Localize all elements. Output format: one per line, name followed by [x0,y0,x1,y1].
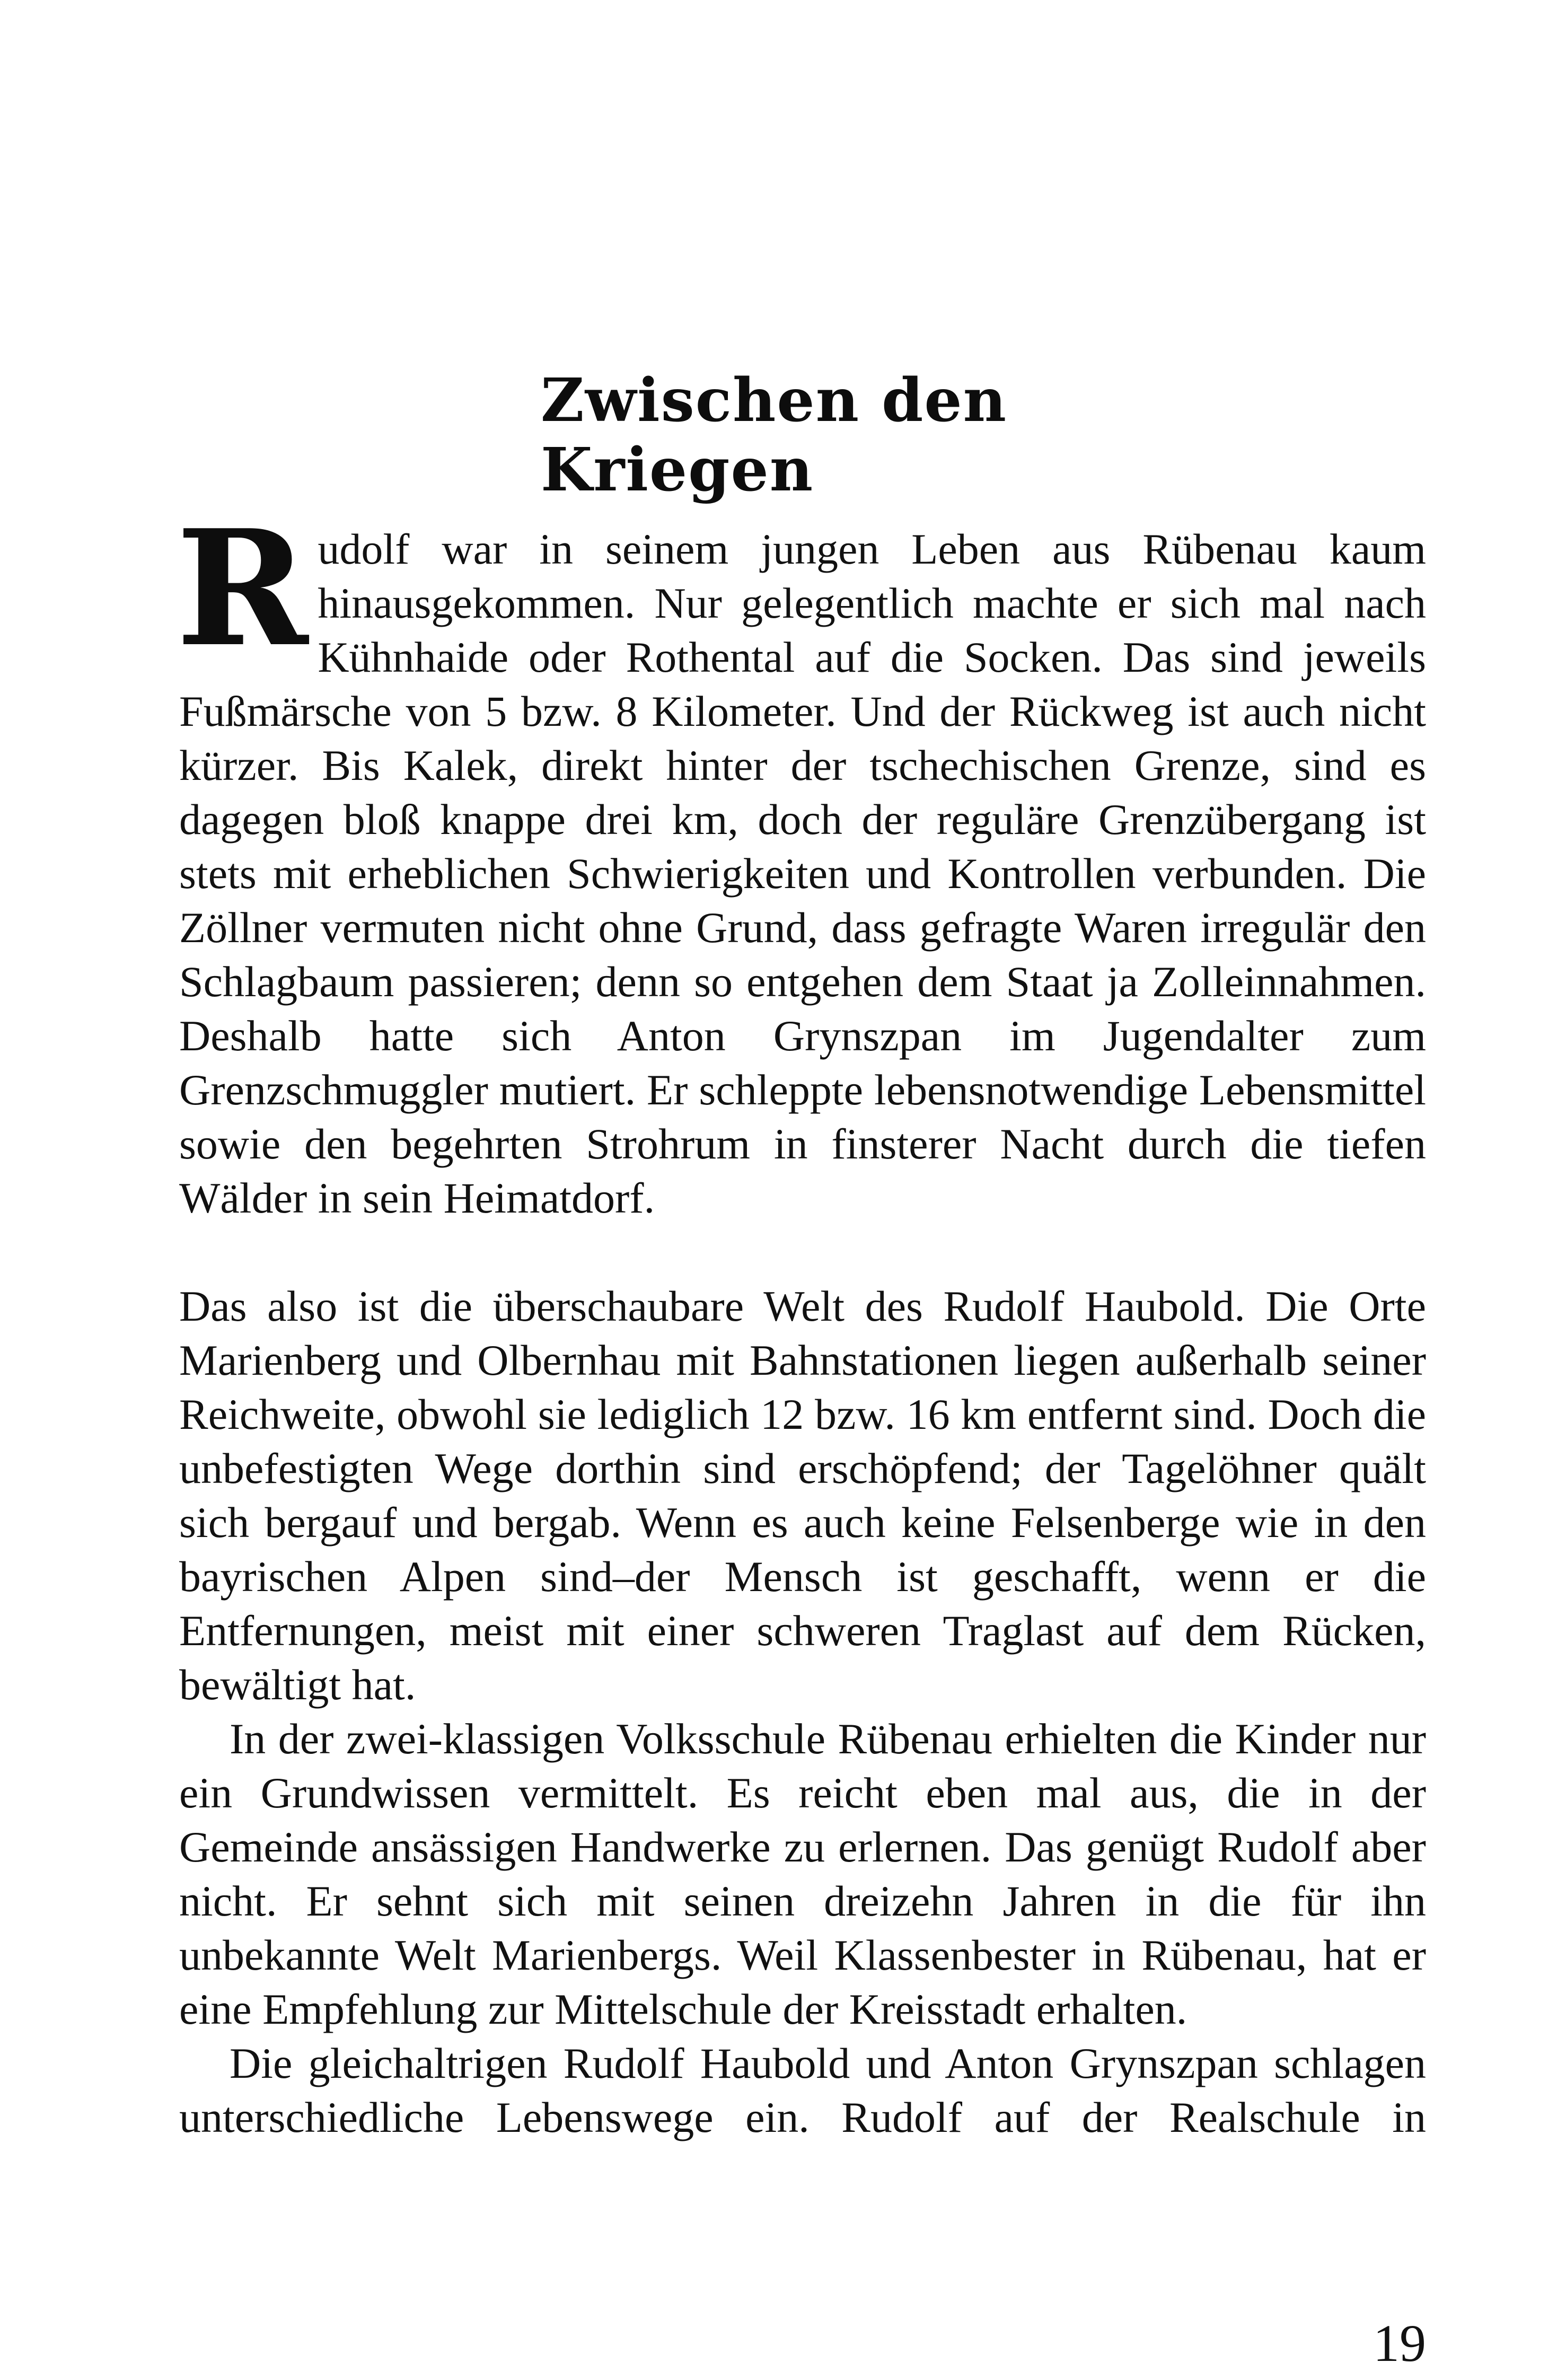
paragraph-1 [176,495,1426,1225]
section-gap [179,1225,1426,1279]
body-text [176,495,1426,2145]
paragraph-2: Das also ist die überschaubare Welt des Rudolf Haubold. Die Orte Marienberg und Olbernhau mit Bahnstationen liegen außerhalb seiner Reichweite, obwohl sie lediglich 12 bzw. 16 km entfernt sind. Doch die unbefestigten Wege dorthin sind erschöpfend; der Tagelöhner quält sich bergauf und bergab. Wenn es auch keine Felsenberge wie in den bayrischen Alpen sind–der Mensch ist geschafft, wenn er die Entfernungen, meist mit einer schweren Traglast auf dem Rücken, bewältigt hat. [179,1282,1426,1709]
paragraph-4: Die gleichaltrigen Rudolf Haubold und Anton Grynszpan schlagen unterschiedliche Lebenswege ein. Rudolf auf der Realschule in [179,2039,1426,2141]
paragraph-3: In der zwei-klassigen Volksschule Rübenau erhielten die Kinder nur ein Grundwissen vermittelt. Es reicht eben mal aus, die in der Gemeinde ansässigen Handwerke zu erlernen. Das genügt Rudolf aber nicht. Er sehnt sich mit seinen dreizehn Jahren in die für ihn unbekannte Welt Marienbergs. Weil Klassenbester in Rübenau, hat er eine Empfehlung zur Mittelschule der Kreisstadt erhalten. [179,1715,1426,2033]
paragraph-1-text: udolf war in seinem jungen Leben aus Rübenau kaum hinausgekommen. Nur gelegentlich machte er sich mal nach Kühnhaide oder Rothental auf die Socken. Das sind jeweils Fußmärsche von 5 bzw. 8 Kilometer. Und der Rückweg ist auch nicht kürzer. Bis Kalek, direkt hinter der tschechischen Grenze, sind es dagegen bloß knappe drei km, doch der reguläre Grenzübergang ist stets mit erheblichen Schwierigkeiten und Kontrollen verbunden. Die Zöllner vermuten nicht ohne Grund, dass gefragte Waren irregulär den Schlagbaum passieren; denn so entgehen dem Staat ja Zolleinnahmen. Deshalb hatte sich Anton Grynszpan im Jugendalter zum Grenzschmuggler mutiert. Er schleppte lebensnotwendige Lebensmittel sowie den begehrten Strohrum in finsterer Nacht durch die tiefen Wälder in sein Heimatdorf. [179,525,1426,1222]
chapter-title: Zwischen den Kriegen [541,366,1008,505]
drop-cap: R [176,495,309,682]
page-number: 19 [1373,2314,1426,2373]
